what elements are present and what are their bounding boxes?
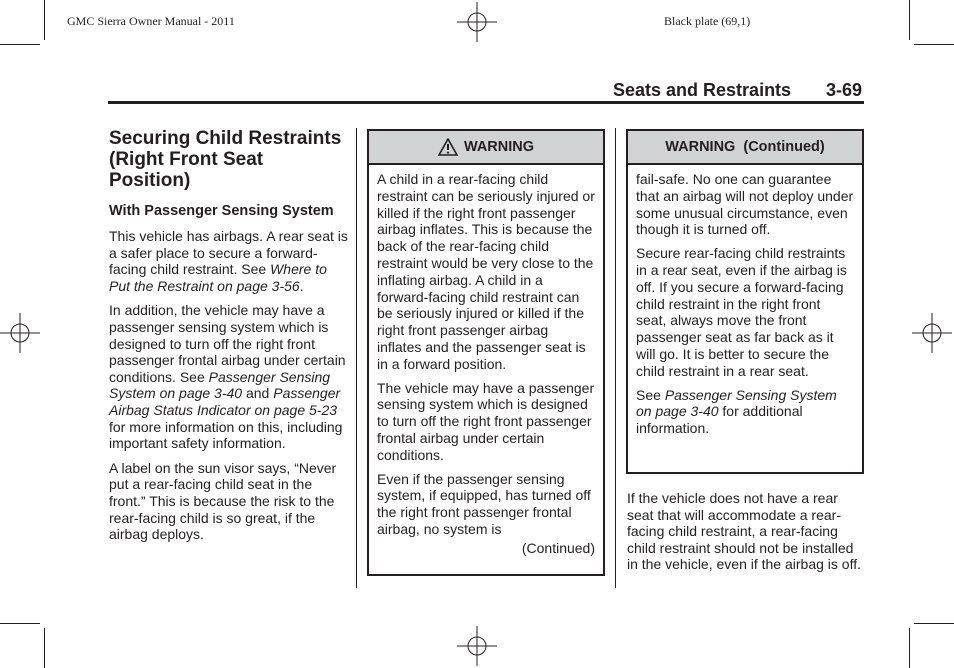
paragraph: Even if the passenger sensing system, if equipped, has turned off the right front passenger frontal airbag, no system is bbox=[377, 470, 591, 537]
paragraph: Secure rear-facing child restraints in a rear seat, even if the airbag is off. If you secure a forward-facing child restraint in the right front seat, always move the front passenger seat as far back as it will go. It is better to secure the child restraint in a rear seat. bbox=[636, 245, 847, 379]
page-title: Securing Child Restraints (Right Front Seat Position) bbox=[109, 128, 342, 191]
crop-mark bbox=[0, 44, 40, 45]
crop-mark bbox=[909, 628, 910, 668]
warning-continued-body bbox=[628, 165, 862, 437]
crop-mark bbox=[0, 623, 40, 624]
section-title: Seats and Restraints bbox=[613, 80, 792, 100]
cross-reference-link[interactable]: Passenger Sensing System on page 3-40 bbox=[636, 386, 837, 420]
warning-body bbox=[369, 165, 603, 557]
paragraph: This vehicle has airbags. A rear seat is a safer place to secure a forward-facing child restraint. See Where to Put the Restraint on page 3-56. bbox=[109, 228, 348, 294]
cross-reference-link[interactable]: Passenger Airbag Status Indicator on page 5-23 bbox=[109, 385, 341, 418]
warning-label: WARNING bbox=[463, 139, 535, 155]
crop-mark bbox=[914, 623, 954, 624]
paragraph: In addition, the vehicle may have a passenger sensing system which is designed to turn off the right front passenger frontal airbag under certain conditions. See Passenger Sensing System on page 3-40 and Passenger Airbag Status Indicator on page 5-23 for more information on this, including important safety information. bbox=[109, 302, 346, 452]
registration-mark-icon bbox=[912, 313, 952, 353]
column-divider bbox=[615, 128, 616, 588]
warning-box bbox=[367, 129, 605, 576]
paragraph: If the vehicle does not have a rear seat that will accommodate a rear-facing child restraint, a rear-facing child restraint should not be installed in the vehicle, even if the airbag is off. bbox=[627, 490, 861, 573]
column-3 bbox=[627, 490, 863, 581]
warning-continued-box bbox=[626, 129, 864, 474]
crop-mark bbox=[909, 0, 910, 40]
crop-mark bbox=[914, 44, 954, 45]
cross-reference-link[interactable]: Passenger Sensing System on page 3-40 bbox=[109, 368, 331, 402]
plate-label: Black plate (69,1) bbox=[664, 14, 751, 28]
crop-mark bbox=[44, 628, 45, 668]
warning-header bbox=[369, 131, 603, 165]
paragraph: A child in a rear-facing child restraint can be seriously injured or killed if the right front passenger airbag inflates. This is because the back of the rear-facing child restraint would be very close to the inflating airbag. A child in a forward-facing child restraint can be seriously injured or killed if the right front passenger airbag inflates and the passenger seat is in a forward position. bbox=[377, 171, 595, 372]
paragraph: A label on the sun visor says, “Never put a rear-facing child seat in the front.” This is because the risk to the rear-facing child is so great, if the airbag deploys. bbox=[109, 459, 337, 543]
warning-continued-header: WARNING (Continued) bbox=[628, 131, 862, 165]
paragraph: See Passenger Sensing System on page 3-40 for additional information. bbox=[636, 386, 837, 437]
page-number: 3-69 bbox=[826, 80, 863, 100]
warning-icon bbox=[438, 138, 458, 156]
manual-title: GMC Sierra Owner Manual - 2011 bbox=[67, 14, 235, 28]
registration-mark-icon bbox=[457, 626, 497, 666]
registration-mark-icon bbox=[0, 313, 40, 353]
paragraph: The vehicle may have a passenger sensing system which is designed to turn off the right front passenger frontal airbag under certain conditions. bbox=[377, 379, 595, 463]
registration-mark-icon bbox=[457, 2, 497, 42]
header-rule bbox=[108, 101, 864, 104]
cross-reference-link[interactable]: Where to Put the Restraint on page 3-56 bbox=[109, 261, 327, 294]
continued-label: (Continued) bbox=[521, 539, 595, 556]
column-1 bbox=[109, 128, 349, 551]
paragraph: fail-safe. No one can guarantee that an airbag will not deploy under some unusual circumstance, even though it is turned off. bbox=[636, 171, 854, 238]
subheading: With Passenger Sensing System bbox=[109, 203, 334, 219]
column-divider bbox=[356, 128, 357, 588]
crop-mark bbox=[44, 0, 45, 40]
